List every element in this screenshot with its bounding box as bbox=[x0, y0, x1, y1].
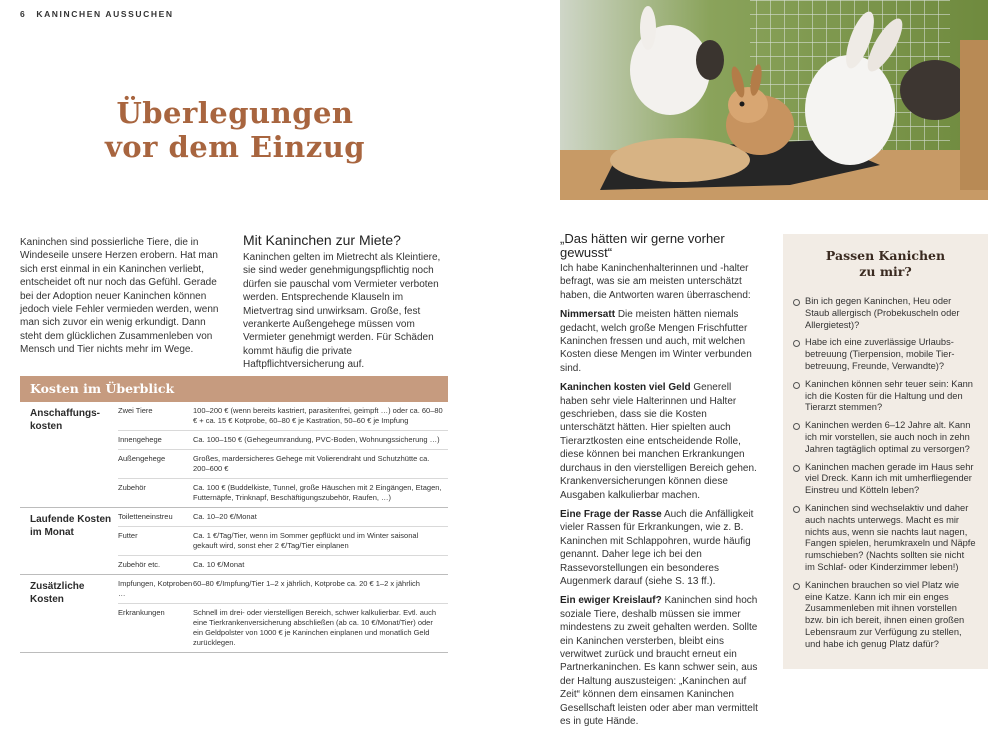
list-item: Kaninchen brauchen so viel Platz wie eine Katze. Kann ich mir ein enges Zusammenleben mit ihnen vorstellen bzw. bin ich bereit, ihnen einen großen Lebensraum zur Verfügung zu stellen, und habe ich genug Platz dafür? bbox=[793, 580, 976, 651]
intro-paragraph: Kaninchen sind possierliche Tiere, die in Windeseile unsere Herzen erobern. Hat man sich erst einmal in ein Kaninchen verliebt, entscheidet oft nur noch das Gefühl. Gerade bei der Adoption neuer Kaninchen können jedoch viele Fehler vermieden werden, wenn man sich zuvor ein wenig erkundigt. Dann steht dem glücklichen Zusammenleben von Mensch und Tier nichts mehr im Wege. bbox=[20, 237, 219, 356]
row-label: Zwei Tiere bbox=[118, 406, 153, 415]
table-row bbox=[118, 450, 448, 479]
cost-group-name: Anschaffungskosten bbox=[30, 408, 101, 432]
row-value: Ca. 10 €/Monat bbox=[193, 560, 245, 569]
quote-body bbox=[560, 262, 760, 734]
row-label: Futter bbox=[118, 531, 138, 540]
row-label: Innengehege bbox=[118, 435, 162, 444]
table-row bbox=[118, 508, 448, 527]
quote-item-lead: Kaninchen kosten viel Geld bbox=[560, 382, 691, 394]
quote-item-text: Auch die Anfälligkeit vieler Rassen für Erkrankungen, wie z. B. Kaninchen mit Schlappohren, wurde häufig genannt. Daher lege ich bei den Rassevorstellungen ein besonderes Augenmerk darauf (siehe S. 13 ff.). bbox=[560, 508, 754, 587]
checklist-box bbox=[783, 234, 988, 669]
cost-group-name: Zusätzliche Kosten bbox=[30, 581, 85, 605]
cost-table-title: Kosten im Überblick bbox=[20, 376, 448, 402]
row-value: Ca. 10–20 €/Monat bbox=[193, 512, 257, 521]
table-row bbox=[118, 479, 448, 507]
list-item: Kaninchen werden 6–12 Jahre alt. Kann ich mir vorstellen, sie auch noch in zehn Jahren tagtäglich optimal zu versorgen? bbox=[793, 420, 976, 455]
row-value: Großes, mardersicheres Gehege mit Volierendraht und Schutzhütte ca. 200–600 € bbox=[193, 454, 430, 473]
checklist-title-line-1: Passen Kanichen bbox=[825, 248, 946, 263]
quote-intro: Ich habe Kaninchenhalterinnen und -halter befragt, was sie am meisten unterschätzt haben, die Antworten waren überraschend: bbox=[560, 263, 751, 301]
cost-group-acquisition bbox=[20, 402, 448, 508]
quote-item bbox=[560, 308, 760, 375]
quote-item-lead: Nimmersatt bbox=[560, 309, 616, 321]
row-value: Ca. 1 €/Tag/Tier, wenn im Sommer gepflückt und im Winter saisonal gekauft wird, sonst eher 2 €/Tag/Tier einplanen bbox=[193, 531, 419, 550]
list-item: Habe ich eine zuverlässige Urlaubsbetreuung (Tierpension, mobile Tierbetreuung, Freunde, Verwandte)? bbox=[793, 337, 976, 372]
row-label: Erkrankungen bbox=[118, 608, 165, 617]
cost-group-name: Laufende Kosten im Monat bbox=[30, 514, 112, 538]
section-title: KANINCHEN AUSSUCHEN bbox=[36, 9, 174, 19]
row-value: 100–200 € (wenn bereits kastriert, parasitenfrei, geimpft …) oder ca. 60–80 € + ca. 15 € Kotprobe, 60–80 € je Kastration, 50–60 € je Impfung bbox=[193, 406, 443, 425]
quote-item bbox=[560, 594, 760, 728]
list-item: Kaninchen können sehr teuer sein: Kann ich die Kosten für die Haltung und den Tierarzt stemmen? bbox=[793, 379, 976, 414]
row-label: Toiletteneinstreu bbox=[118, 512, 173, 521]
quote-item-lead: Eine Frage der Rasse bbox=[560, 508, 662, 520]
row-value: 60–80 €/Impfung/Tier 1–2 x jährlich, Kotprobe ca. 20 € 1–2 x jährlich bbox=[193, 579, 420, 588]
table-row bbox=[118, 527, 448, 556]
quote-item-text: Die meisten hätten niemals gedacht, welch große Mengen Frischfutter Kaninchen fressen und auch, mit welchen Kosten diese Mengen im Winter verbunden sind. bbox=[560, 309, 752, 374]
cost-group-additional bbox=[20, 575, 448, 653]
list-item: Kaninchen sind wechselaktiv und daher auch nachts unterwegs. Macht es mir nichts aus, wenn sie nachts laut nagen, Fangen spielen, herumkraxeln und Näpfe rumschieben? (Nachts sollten sie nicht im Schlaf- oder Kinderzimmer leben!) bbox=[793, 503, 976, 574]
quote-item bbox=[560, 508, 760, 588]
table-row bbox=[118, 556, 448, 574]
checklist bbox=[783, 296, 988, 651]
headline-line-2: vor dem Einzug bbox=[104, 130, 366, 164]
quote-item-text: Kaninchen sind hoch soziale Tiere, deshalb müssen sie immer mindestens zu zweit gehalten werden. Sollte ein Kaninchen versterben, bleibt eins verwitwet zurück und braucht erneut ein Partnerkaninchen. Es kann schwer sein, aus der Haltung auszusteigen: „Kaninchen auf Zeit“ können dem einsamen Kaninchen Gesellschaft leisten oder aber man vermittelt es in gute Hände. bbox=[560, 595, 758, 727]
quote-item-text: Generell haben sehr viele Halterinnen und Halter geschrieben, dass sie die Kosten unterschätzt hätten. Hier spielten auch Tierarztkosten eine entscheidende Rolle, diese können bei manchen Erkrankungen durchaus in den vierstelligen Bereich gehen. Krankenversicherungen können diese Ausgaben kalkulierbar machen. bbox=[560, 382, 757, 501]
quote-item bbox=[560, 381, 760, 502]
table-row bbox=[118, 431, 448, 450]
row-label: Impfungen, Kotproben … bbox=[118, 579, 193, 598]
table-row bbox=[118, 604, 448, 652]
cost-table bbox=[20, 376, 448, 653]
quote-heading: „Das hätten wir gerne vorher gewusst“ bbox=[560, 231, 725, 260]
cost-group-monthly bbox=[20, 508, 448, 575]
checklist-title-line-2: zu mir? bbox=[859, 264, 912, 279]
checklist-title bbox=[783, 234, 988, 280]
row-value: Schnell im drei- oder vierstelligen Bereich, schwer kalkulierbar. Evtl. auch eine Tierkrankenversicherung abschließen (ab ca. 10 €/Monat/Tier) oder ein Geldpolster von 1000 € je Kaninchen einplanen und monatlich Geld zurücklegen. bbox=[193, 608, 437, 647]
row-label: Außengehege bbox=[118, 454, 166, 463]
rent-paragraph: Kaninchen gelten im Mietrecht als Kleintiere, sie sind weder genehmigungspflichtig noch dürfen sie pauschal vom Vermieter verboten werden. Entsprechende Klauseln im Mietvertrag sind unwirksam. Große, fest verankerte Außengehege müssen vom Vermieter genehmigt werden. Für Schäden kommt häufig die private Haftpflichtversicherung auf. bbox=[243, 252, 441, 371]
list-item: Kaninchen machen gerade im Haus sehr viel Dreck. Kann ich mit umherfliegender Einstreu und Kötteln leben? bbox=[793, 462, 976, 497]
table-row bbox=[118, 402, 448, 431]
row-value: Ca. 100–150 € (Gehegeumrandung, PVC-Boden, Wohnungssicherung …) bbox=[193, 435, 440, 444]
table-row bbox=[118, 575, 448, 604]
list-item: Bin ich gegen Kaninchen, Heu oder Staub allergisch (Probekuscheln oder Allergietest)? bbox=[793, 296, 976, 331]
headline-line-1: Überlegungen bbox=[116, 96, 354, 130]
rent-heading: Mit Kaninchen zur Miete? bbox=[243, 232, 401, 248]
page-headline bbox=[0, 96, 470, 164]
running-header bbox=[20, 9, 174, 19]
row-label: Zubehör etc. bbox=[118, 560, 161, 569]
page-number: 6 bbox=[20, 9, 27, 19]
row-value: Ca. 100 € (Buddelkiste, Tunnel, große Häuschen mit 2 Eingängen, Etagen, Futternäpfe, Trinknapf, Beschäftigungszubehör, Raufen, …) bbox=[193, 483, 442, 502]
quote-item-lead: Ein ewiger Kreislauf? bbox=[560, 595, 662, 607]
rabbits-illustration bbox=[560, 0, 988, 200]
rabbits-photo bbox=[560, 0, 988, 200]
row-label: Zubehör bbox=[118, 483, 146, 492]
